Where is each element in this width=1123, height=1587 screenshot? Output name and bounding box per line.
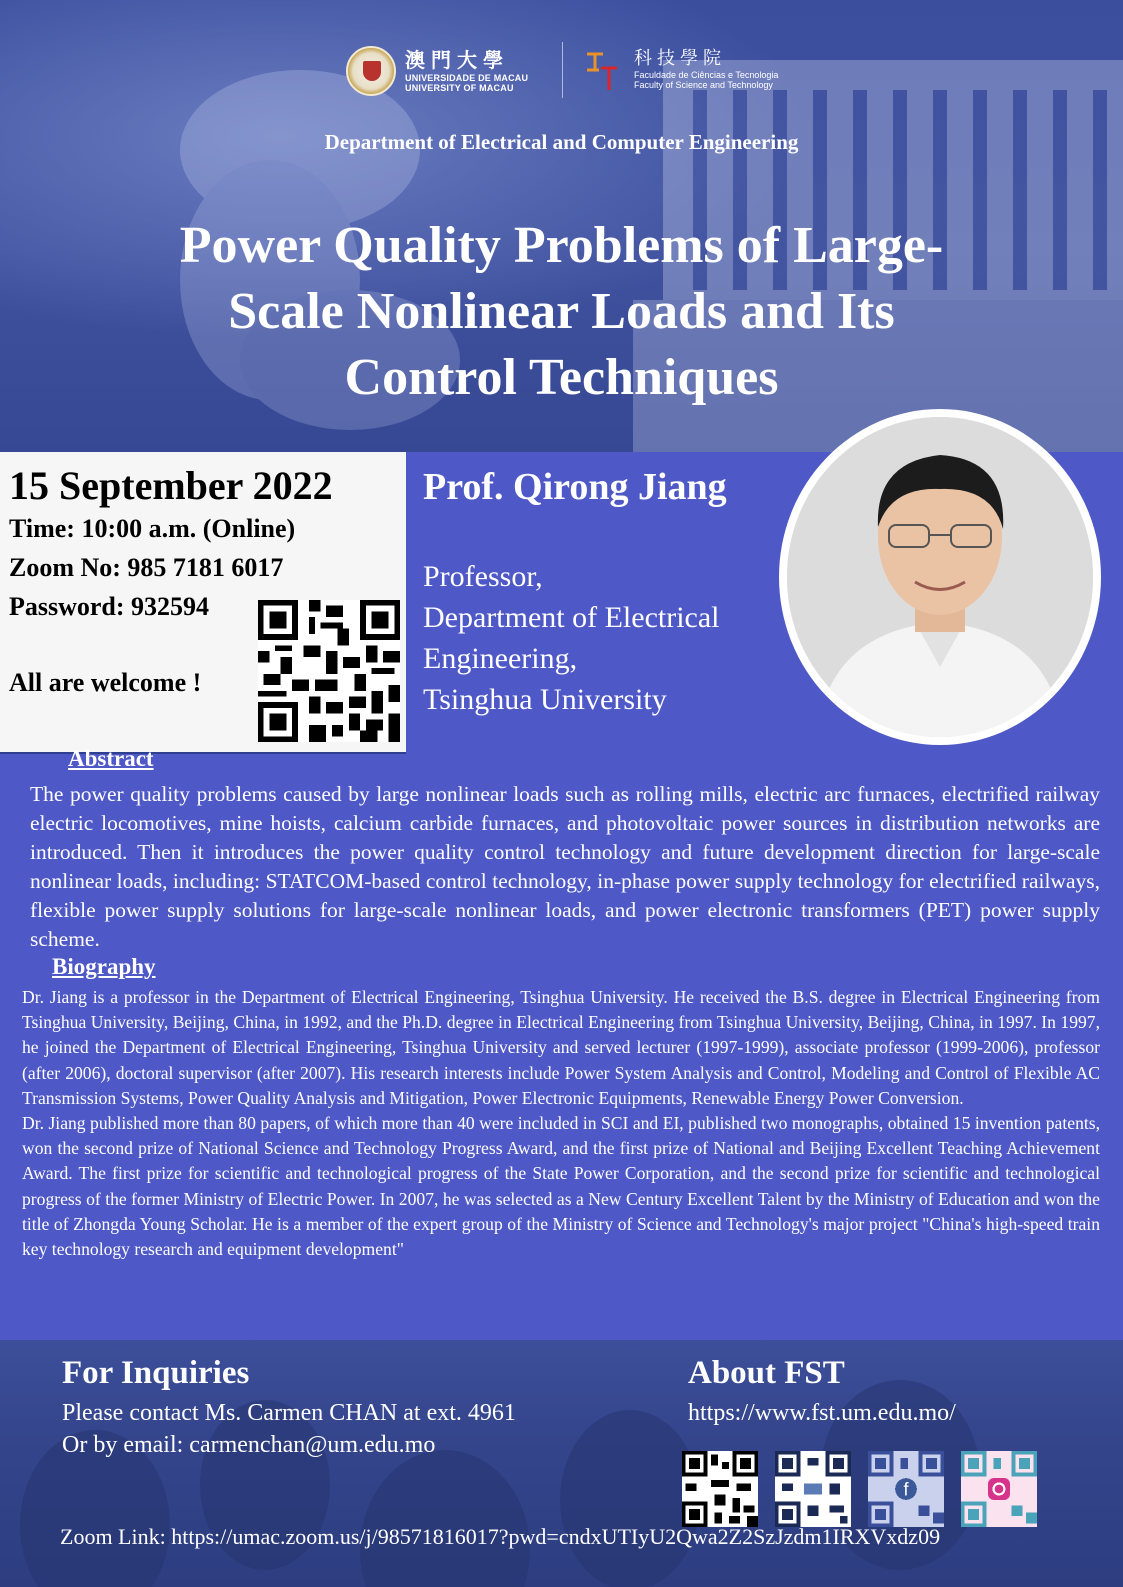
fst-name-en: Faculty of Science and Technology	[634, 80, 773, 90]
speaker-affiliation	[423, 556, 783, 720]
affiliation-line: Tsinghua University	[423, 683, 667, 716]
facebook-icon[interactable]	[868, 1451, 944, 1527]
affiliation-line: Engineering,	[423, 642, 578, 675]
fst-logo-icon	[585, 48, 619, 92]
talk-title	[70, 213, 1053, 411]
event-date: 15 September 2022	[9, 463, 333, 508]
talk-title-line: Scale Nonlinear Loads and Its	[228, 283, 895, 340]
department-name: Department of Electrical and Computer Engineering	[324, 130, 799, 154]
qr-code-icon[interactable]	[258, 600, 400, 742]
talk-title-line: Power Quality Problems of Large-	[179, 217, 944, 274]
fst-name-cn: 科技學院	[634, 48, 726, 68]
biography-heading: Biography	[52, 954, 156, 979]
abstract-text: The power quality problems caused by large nonlinear loads such as rolling mills, electric arc furnaces, electrified railway electric locomotives, mine hoists, calcium carbide furnaces, and photovoltaic power sources in distribution networks are introduced. Then it introduces the power quality control technology and future development direction for large-scale nonlinear loads, including: STATCOM-based control technology, in-phase power supply technology for electrified railways, flexible power supply solutions for large-scale nonlinear loads, and power electronic transformers (PET) power supply scheme.	[30, 782, 1100, 951]
about-heading: About FST	[688, 1355, 845, 1391]
inquiries-heading: For Inquiries	[62, 1355, 250, 1391]
talk-title-line: Control Techniques	[344, 349, 779, 406]
affiliation-line: Department of Electrical	[423, 601, 720, 634]
qr-code-icon[interactable]	[775, 1451, 851, 1527]
um-name-en: UNIVERSITY OF MACAU	[405, 83, 514, 93]
biography-paragraph: Dr. Jiang is a professor in the Department of Electrical Engineering, Tsinghua University. He received the B.S. degree in Electrical Engineering from Tsinghua University, Beijing, China, in 1992, and the Ph.D. degree in Electrical Engineering from Tsinghua University, Beijing, China, in 1997. In 1997, he joined the Department of Electrical Engineering, Tsinghua University and served lecturer (1997-1999), associate professor (1999-2006), professor (after 2006), doctoral supervisor (after 2007). His research interests include Power System Analysis and Control, Modeling and Control of Flexible AC Transmission Systems, Power Quality Analysis and Mitigation, Power Electronic Equipments, Renewable Energy Power Conversion.	[22, 987, 1100, 1108]
event-time: Time: 10:00 a.m. (Online)	[9, 514, 296, 543]
email-line[interactable]: Or by email: carmenchan@um.edu.mo	[62, 1432, 436, 1458]
header-banner	[0, 0, 1123, 455]
event-info-panel	[0, 452, 406, 752]
logo-divider	[562, 42, 563, 98]
svg-text:f: f	[903, 1479, 909, 1500]
affiliation-line: Professor,	[423, 560, 543, 593]
um-name-cn: 澳門大學	[405, 50, 509, 72]
qr-code-icon[interactable]	[682, 1451, 758, 1527]
biography-text	[22, 985, 1100, 1262]
fst-name-pt: Faculdade de Ciências e Tecnologia	[634, 70, 779, 80]
speaker-photo	[779, 409, 1101, 745]
zoom-number: Zoom No: 985 7181 6017	[9, 553, 284, 582]
instagram-icon[interactable]	[961, 1451, 1037, 1527]
speaker-name: Prof. Qirong Jiang	[423, 466, 727, 508]
abstract-heading: Abstract	[68, 746, 154, 771]
biography-paragraph: Dr. Jiang published more than 80 papers, of which more than 40 were included in SCI and EI, published two monographs, obtained 15 invention patents, won the second prize of National Science and Technology Progress Award, and the first prize of National and Beijing Excellent Teaching Achievement Award. The first prize for scientific and technological progress of the State Power Corporation, and the second prize for scientific and technological progress of the former Ministry of Electric Power. In 2007, he was selected as a New Century Excellent Talent by the Ministry of Education and won the title of Zhongda Young Scholar. He is a member of the expert group of the Ministry of Science and Technology's major project "China's high-speed train key technology research and equipment development"	[22, 1113, 1100, 1260]
contact-line: Please contact Ms. Carmen CHAN at ext. 4961	[62, 1400, 516, 1426]
speaker-portrait-icon	[787, 417, 1093, 737]
welcome-text: All are welcome !	[9, 668, 202, 697]
fst-website-link[interactable]: https://www.fst.um.edu.mo/	[688, 1400, 956, 1426]
um-seal-icon	[346, 46, 396, 96]
zoom-password: Password: 932594	[9, 592, 210, 621]
um-name-pt: UNIVERSIDADE DE MACAU	[405, 73, 529, 83]
zoom-link[interactable]: Zoom Link: https://umac.zoom.us/j/98571816017?pwd=cndxUTIyU2Qwa2Z2SzJzdm1IRXVxdz09	[60, 1524, 941, 1549]
